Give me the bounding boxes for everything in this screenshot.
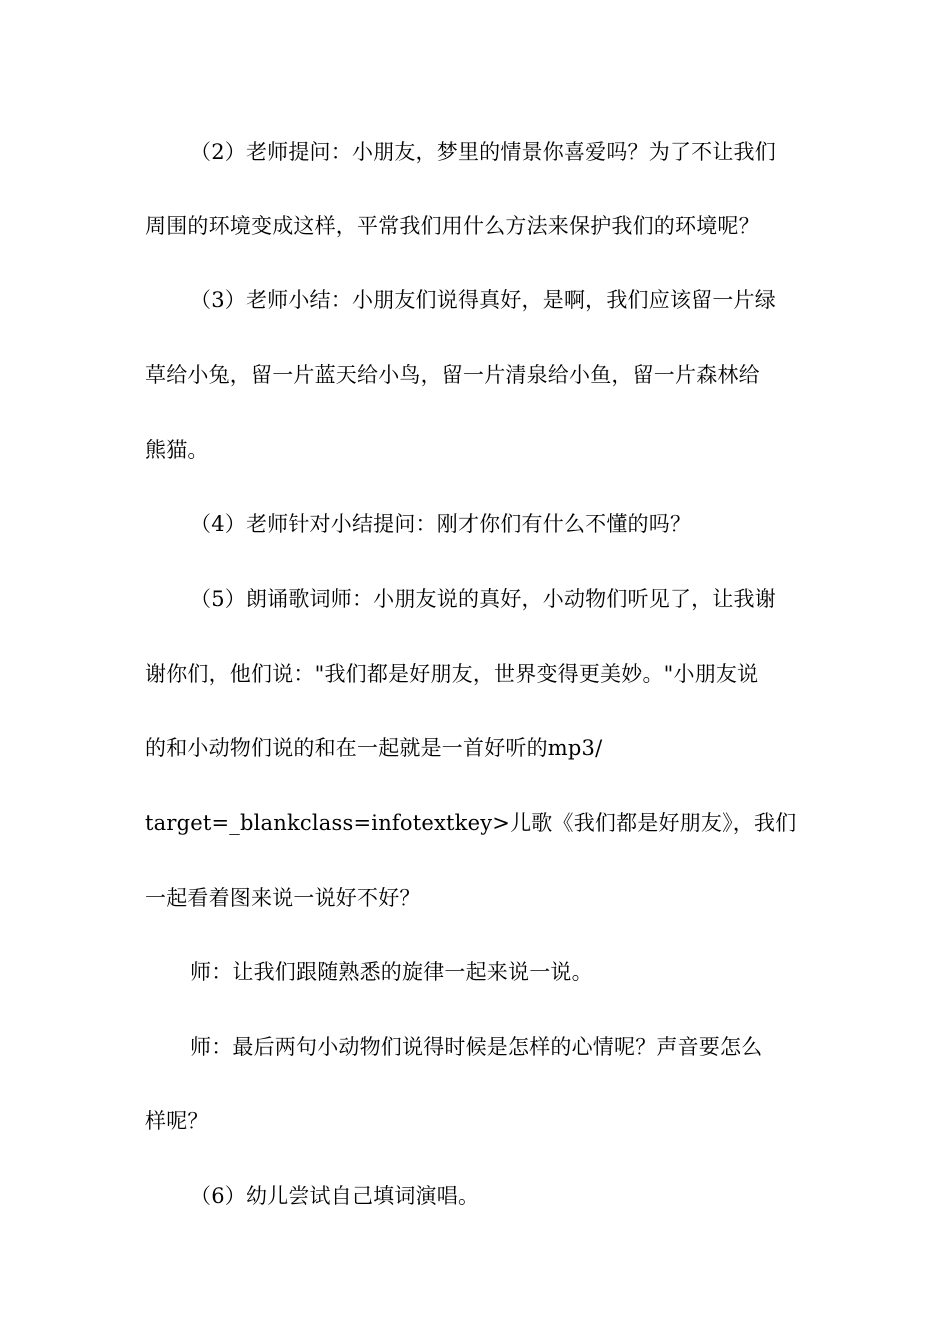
paragraph-5-line-3: 的和小动物们说的和在一起就是一首好听的mp3/ (145, 736, 603, 760)
paragraph-6-line-1: （6）幼儿尝试自己填词演唱。 (190, 1184, 480, 1208)
paragraph-2-line-2: 周围的环境变成这样，平常我们用什么方法来保护我们的环境呢？ (145, 214, 760, 238)
paragraph-4-line-1: （4）老师针对小结提问：刚才你们有什么不懂的吗？ (190, 512, 692, 536)
teacher-line-2-part-1: 师：最后两句小动物们说得时候是怎样的心情呢？声音要怎么 (190, 1035, 763, 1059)
paragraph-5-line-1: （5）朗诵歌词师：小朋友说的真好，小动物们听见了，让我谢 (190, 587, 776, 611)
paragraph-2-line-1: （2）老师提问：小朋友，梦里的情景你喜爱吗？为了不让我们 (190, 140, 776, 164)
teacher-line-1: 师：让我们跟随熟悉的旋律一起来说一说。 (190, 960, 593, 984)
paragraph-3-line-2: 草给小兔，留一片蓝天给小鸟，留一片清泉给小鱼，留一片森林给 (145, 363, 760, 387)
paragraph-5-line-5: 一起看着图来说一说好不好？ (145, 886, 421, 910)
paragraph-3-line-3: 熊猫。 (145, 438, 209, 462)
paragraph-5-line-2: 谢你们，他们说："我们都是好朋友，世界变得更美妙。"小朋友说 (145, 662, 759, 686)
paragraph-5-line-4: target=_blankclass=infotextkey>儿歌《我们都是好朋友》，我们 (145, 811, 797, 835)
teacher-line-2-part-2: 样呢？ (145, 1109, 209, 1133)
paragraph-3-line-1: （3）老师小结：小朋友们说得真好，是啊，我们应该留一片绿 (190, 288, 776, 312)
